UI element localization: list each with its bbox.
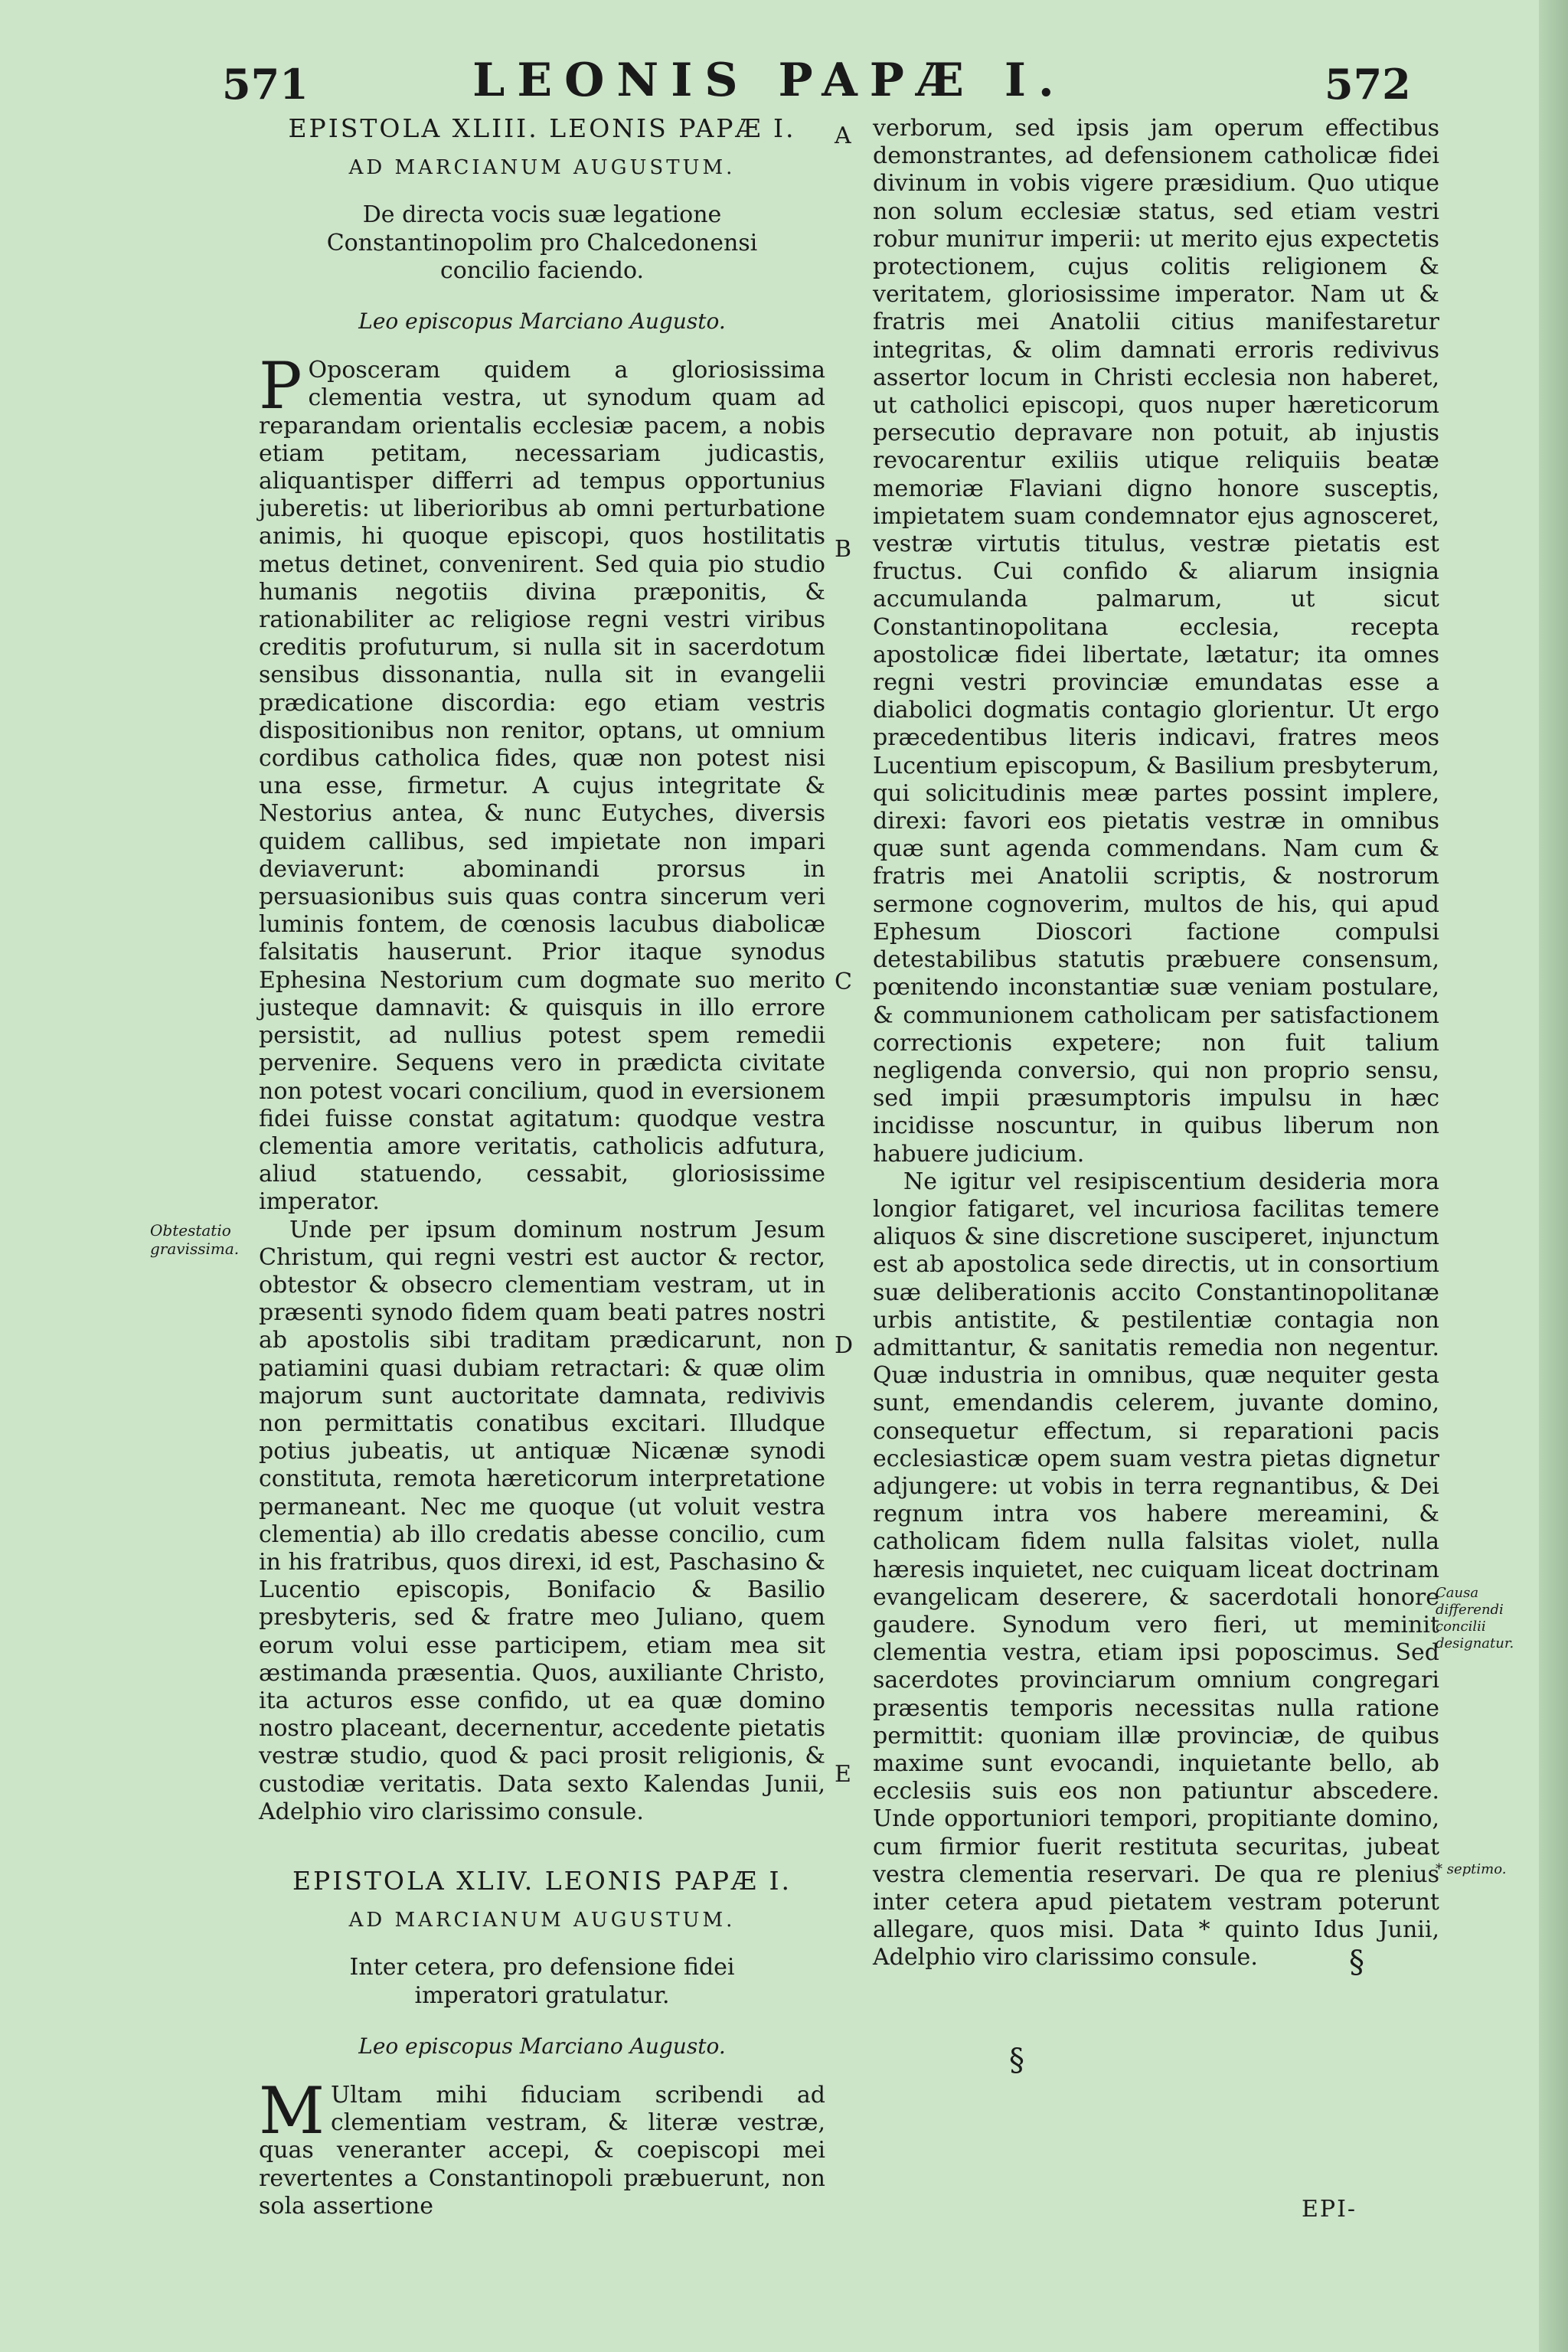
section-letter-c: C — [835, 969, 852, 995]
epistle-43-addressee: AD MARCIANUM AUGUSTUM. — [348, 156, 736, 180]
epistle-43-paragraph-2: Unde per ipsum dominum nostrum Jesum Christum, qui regni vestri est auctor & rector, obtestor & obsecro clementiam vestram, ut in præsenti synodo fidem quam beati patres nostri ab apostolis sibi traditam prædicarunt, non patiamini quasi dubiam retractari: & quæ olim majorum sunt auctoritate damnata, redivivis non permittatis conatibus excitari. Illudque potius jubeatis, ut antiquæ Nicænæ synodi constituta, remota hæreticorum interpretatione permaneant. Nec me quoque (ut voluit vestra clementia) ab illo credatis abesse concilio, cum in his fratribus, quos direxi, id est, Paschasino & Lucentio episcopis, Bonifacio & Basilio presbyteris, sed & fratre meo Juliano, quem eorum volui esse participem, etiam mea sit æstimanda præsentia. Quos, auxiliante Christo, ita acturos esse confido, ut ea quæ domino nostro placeant, decernentur, accedente pietatis vestræ studio, quod & paci prosit religionis, & custodiæ veritatis. Data sexto Kalendas Junii, Adelphio viro clarissimo consule. — [259, 1216, 825, 1825]
running-title: LEONIS PAPÆ I. — [472, 54, 1067, 107]
section-mark-1: § — [1349, 1945, 1364, 1980]
epistle-43-greeting: Leo episcopus Marciano Augusto. — [358, 309, 726, 335]
epistle-44-paragraph-1: MUltam mihi fiduciam scribendi ad clementiam vestram, & literæ vestræ, quas veneranter accepi, & coepiscopi mei revertentes a Constantinopoli præbuerunt, non sola assertione — [259, 2073, 825, 2220]
book-page-edge — [1539, 0, 1568, 2352]
epistle-44-greeting: Leo episcopus Marciano Augusto. — [358, 2033, 726, 2059]
epistle-44-paragraph-3: Ne igitur vel resipiscentium desideria mora longior fatigaret, vel incuriosa facilitas temere aliquos & sine discretione susciperet, injunctum est ab apostolica sede directis, ut in consortium suæ deliberationis accito Constantinopolitanæ urbis antistite, & pestilentiæ contagia non admittantur, & sanitatis remedia non negentur. Quæ industria in omnibus, quæ nequiter gesta sunt, emendandis celerem, juvante domino, consequetur effectum, si reparationi pacis ecclesiasticæ opem suam vestra pietas dignetur adjungere: ut vobis in terra regnantibus, & Dei regnum intra vos habere mereamini, & catholicam fidem nulla falsitas violet, nulla hæresis inquietet, nec cuiquam liceat doctrinam evangelicam deserere, & sacerdotali honore gaudere. Synodum vero fieri, ut meminit clementia vestra, etiam ipsi poposcimus. Sed sacerdotes provinciarum omnium congregari præsentis temporis necessitas nulla ratione permittit: quoniam illæ provinciæ, de quibus maxime sunt evocandi, inquietante bello, ab ecclesiis suis eos non patiuntur abscedere. Unde opportuniori tempori, propitiante domino, cum firmior fuerit restituta securitas, jubeat vestra clementia reservari. De qua re plenius inter cetera apud pietatem vestram poterunt allegare, quos misi. Data * quinto Idus Junii, Adelphio viro clarissimo consule. — [873, 1168, 1439, 1971]
epistle-44-paragraph-2: verborum, sed ipsis jam operum effectibus demonstrantes, ad defensionem catholicæ fidei divinum in vobis vigere præsidium. Quo utique non solum ecclesiæ status, sed etiam vestri robur muniтur imperii: ut merito ejus expectetis protectionem, cujus colitis religionem & veritatem, gloriosissime imperator. Nam ut & fratris mei Anatolii citius manifestaretur integritas, & olim damnati erroris redivivus assertor locum in Christi ecclesia non haberet, ut catholici episcopi, quos nuper hæreticorum persecutio depravare non potuit, ab injustis revocarentur exiliis utique reliquiis beatæ memoriæ Flaviani digno honore susceptis, impietatem suam condemnator ejus agnosceret, vestræ virtutis titulus, vestræ pietatis est fructus. Cui confido & aliarum insignia accumulanda palmarum, ut sicut Constantinopolitana ecclesia, recepta apostolicæ fidei libertate, lætatur; ita omnes regni vestri provinciæ emundatas esse a diabolici dogmatis contagio glorientur. Ut ergo præcedentibus literis indicavi, fratres meos Lucentium episcopum, & Basilium presbyterum, qui solicitudinis meæ partes possint implere, direxi: favori eos pietatis vestræ in omnibus quæ sunt agenda commendans. Nam cum & fratris mei Anatolii scriptis, & nostrorum sermone cognoverim, multos de his, qui apud Ephesum Dioscori factione compulsi detestabilibus statutis præbuere consensum, pœnitendo inconstantiæ suæ veniam postulare, & communionem catholicam per satisfactionem correctionis expetere; non fuit talium negligenda conversio, qui non proprio sensu, sed impii præsumptoris impulsu in hæc incidisse noscuntur, in quibus liberum non habuere judicium. — [873, 115, 1439, 1168]
margin-note-variant: * septimo. — [1436, 1861, 1507, 1877]
epistle-43-paragraph-1: POposceram quidem a gloriosissima clementia vestra, ut synodum quam ad reparandam orientalis ecclesiæ pacem, a nobis etiam petitam, necessariam judicastis, aliquantisper differri ad tempus opportunius juberetis: ut liberioribus ab omni perturbatione animis, hi quoque episcopi, quos hostilitatis metus detinet, convenirent. Sed quia pio studio humanis negotiis divina præponitis, & rationabiliter ac religiose regni vestri viribus creditis profuturum, si nulla sit in sacerdotum sensibus dissonantia, nulla sit in evangelii prædicatione discordia: ego etiam vestris dispositionibus non renitor, optans, ut omnium cordibus catholica fides, quæ non potest nisi una esse, firmetur. A cujus integritate & Nestorius antea, & nunc Eutyches, diversis quidem callibus, sed impietate non impari deviaverunt: abominandi prorsus in persuasionibus suis quas contra sincerum veri luminis fontem, de cœnosis lacubus diabolicæ falsitatis hauserunt. Prior itaque synodus Ephesina Nestorium cum dogmate suo merito justeque damnavit: & quisquis in illo errore persistit, ad nullius potest spem remedii pervenire. Sequens vero in prædicta civitate non potest vocari concilium, quod in eversionem fidei fuisse constat agitatum: quodque vestra clementia amore veritatis, catholicis adfutura, aliud statuendo, cessabit, gloriosissime imperator. — [259, 348, 825, 1216]
section-letter-a: A — [835, 122, 851, 149]
section-letter-d: D — [835, 1332, 854, 1359]
section-letter-b: B — [835, 536, 852, 563]
margin-note-causa: Causa differendi concilii designatur. — [1436, 1585, 1514, 1651]
catchword: EPI- — [1302, 2196, 1357, 2223]
section-letter-e: E — [835, 1761, 851, 1788]
epistle-44-summary: Inter cetera, pro defensione fidei imperatori gratulatur. — [349, 1954, 735, 2009]
epistle-43-title: EPISTOLA XLIII. LEONIS PAPÆ I. — [288, 113, 796, 143]
page-number-right: 572 — [1325, 60, 1411, 109]
page-number-left: 571 — [222, 60, 309, 109]
epistle-44-addressee: AD MARCIANUM AUGUSTUM. — [348, 1909, 736, 1932]
epistle-44-title: EPISTOLA XLIV. LEONIS PAPÆ I. — [292, 1865, 792, 1896]
section-mark-2: § — [1009, 2043, 1024, 2078]
left-column — [259, 115, 825, 2220]
right-column — [873, 115, 1439, 1972]
epistle-43-summary: De directa vocis suæ legatione Constantinopolim pro Chalcedonensi concilio faciendo. — [326, 201, 758, 284]
margin-note-obtestatio: Obtestatio gravissima. — [150, 1221, 240, 1258]
